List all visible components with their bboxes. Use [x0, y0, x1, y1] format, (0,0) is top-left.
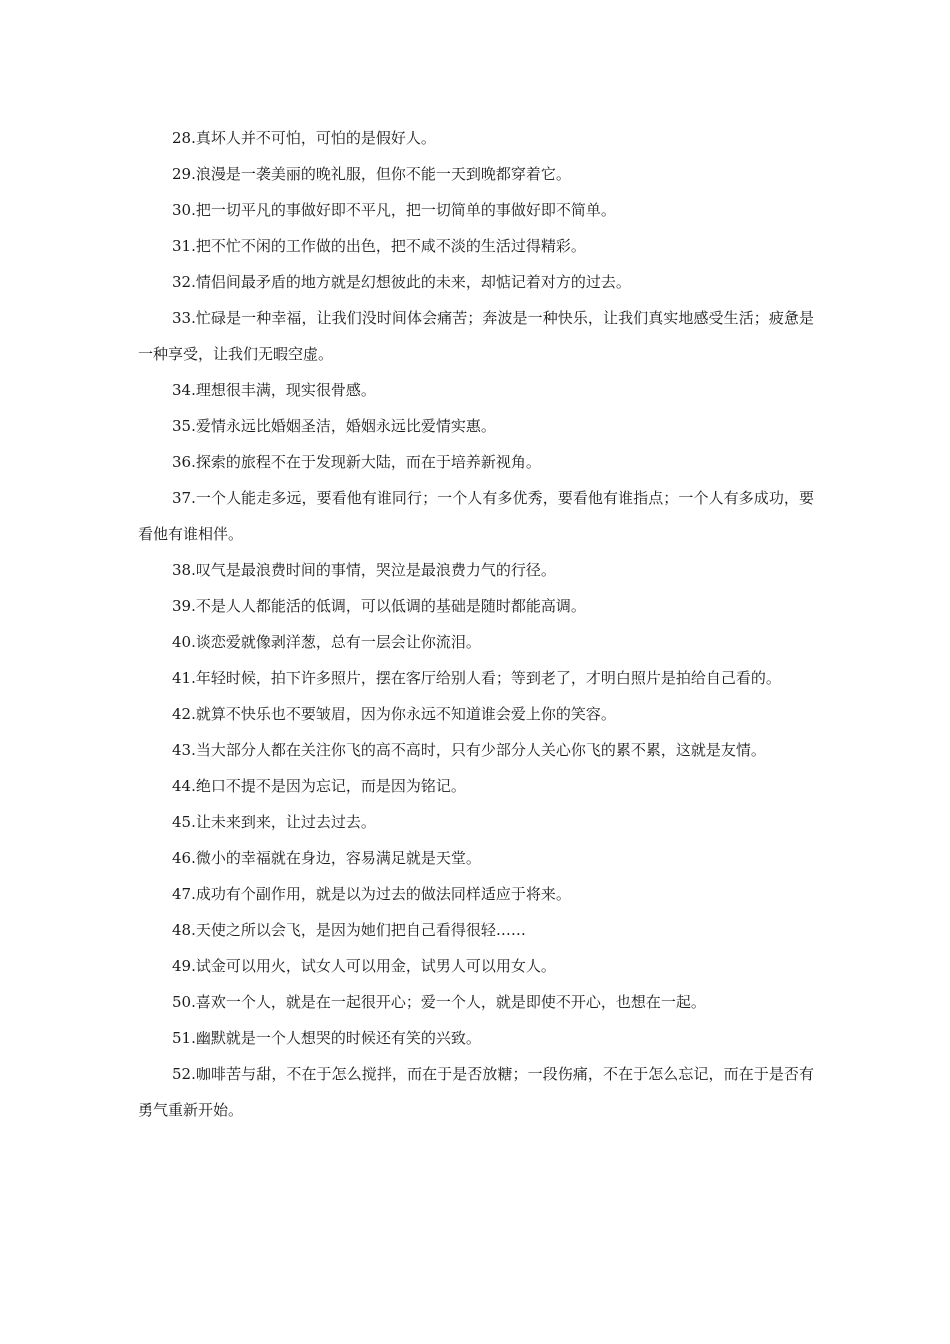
- quote-item-40: 40.谈恋爱就像剥洋葱，总有一层会让你流泪。: [172, 633, 481, 651]
- quote-item-29: 29.浪漫是一袭美丽的晚礼服，但你不能一天到晚都穿着它。: [172, 165, 571, 183]
- quote-item-35: 35.爱情永远比婚姻圣洁，婚姻永远比爱情实惠。: [172, 417, 496, 435]
- quote-item-43: 43.当大部分人都在关注你飞的高不高时，只有少部分人关心你飞的累不累，这就是友情。: [172, 741, 766, 759]
- quote-item-44: 44.绝口不提不是因为忘记，而是因为铭记。: [172, 777, 466, 795]
- quote-item-36: 36.探索的旅程不在于发现新大陆，而在于培养新视角。: [172, 453, 541, 471]
- quote-item-50: 50.喜欢一个人，就是在一起很开心；爱一个人，就是即使不开心，也想在一起。: [172, 993, 706, 1011]
- quote-item-34: 34.理想很丰满，现实很骨感。: [172, 381, 376, 399]
- quote-item-48: 48.天使之所以会飞，是因为她们把自己看得很轻……: [172, 921, 526, 939]
- quote-list: [138, 120, 814, 1128]
- quote-item-38: 38.叹气是最浪费时间的事情，哭泣是最浪费力气的行径。: [172, 561, 556, 579]
- quote-item-47: 47.成功有个副作用，就是以为过去的做法同样适应于将来。: [172, 885, 571, 903]
- quote-item-45: 45.让未来到来，让过去过去。: [172, 813, 376, 831]
- quote-item-41: 41.年轻时候，拍下许多照片，摆在客厅给别人看；等到老了，才明白照片是拍给自己看的。: [172, 669, 781, 687]
- quote-item-33: 33.忙碌是一种幸福，让我们没时间体会痛苦；奔波是一种快乐，让我们真实地感受生活；疲惫是一种享受，让我们无暇空虚。: [138, 309, 814, 363]
- quote-item-30: 30.把一切平凡的事做好即不平凡，把一切简单的事做好即不简单。: [172, 201, 616, 219]
- quote-item-28: 28.真坏人并不可怕，可怕的是假好人。: [172, 129, 436, 147]
- quote-item-32: 32.情侣间最矛盾的地方就是幻想彼此的未来，却惦记着对方的过去。: [172, 273, 631, 291]
- quote-item-42: 42.就算不快乐也不要皱眉，因为你永远不知道谁会爱上你的笑容。: [172, 705, 616, 723]
- quote-item-49: 49.试金可以用火，试女人可以用金，试男人可以用女人。: [172, 957, 556, 975]
- quote-item-31: 31.把不忙不闲的工作做的出色，把不咸不淡的生活过得精彩。: [172, 237, 586, 255]
- quote-item-37: 37.一个人能走多远，要看他有谁同行；一个人有多优秀，要看他有谁指点；一个人有多成功，要看他有谁相伴。: [138, 489, 814, 543]
- quote-item-51: 51.幽默就是一个人想哭的时候还有笑的兴致。: [172, 1029, 481, 1047]
- quote-item-52: 52.咖啡苦与甜，不在于怎么搅拌，而在于是否放糖；一段伤痛，不在于怎么忘记，而在于是否有勇气重新开始。: [138, 1065, 814, 1119]
- quote-item-39: 39.不是人人都能活的低调，可以低调的基础是随时都能高调。: [172, 597, 586, 615]
- quote-item-46: 46.微小的幸福就在身边，容易满足就是天堂。: [172, 849, 481, 867]
